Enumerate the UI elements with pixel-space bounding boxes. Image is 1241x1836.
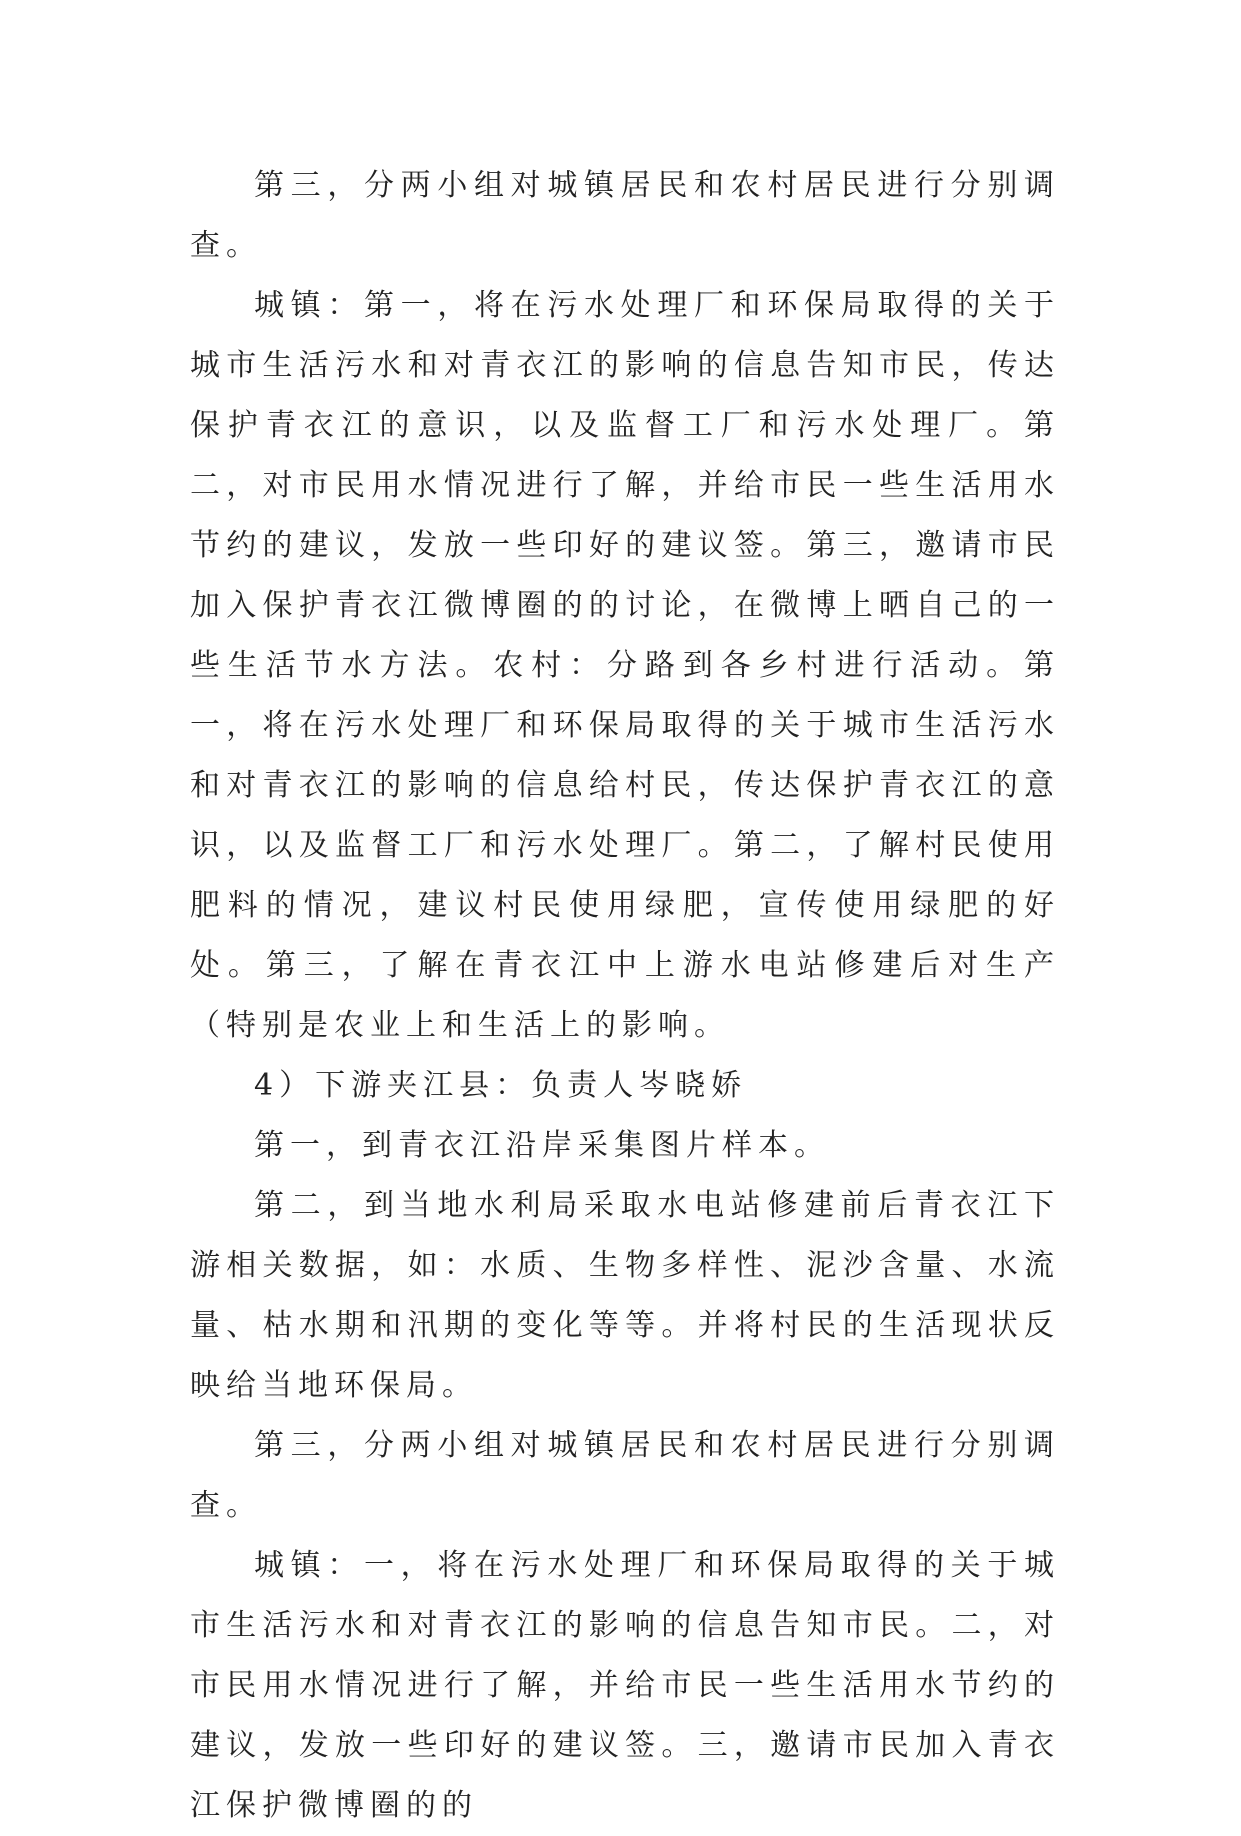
paragraph-step-three: 第三，分两小组对城镇居民和农村居民进行分别调查。 <box>190 1428 1060 1523</box>
paragraph-city-rural-details: 城镇：第一，将在污水处理厂和环保局取得的关于城市生活污水和对青衣江的影响的信息告知市民，传达保护青衣江的意识，以及监督工厂和污水处理厂。第二，对市民用水情况进行了解，并给市民一些生活用水节约的建议，发放一些印好的建议签。第三，邀请市民加入保护青衣江微博圈的的讨论，在微博上晒自己的一些生活节水方法。农村：分路到各乡村进行活动。第一，将在污水处理厂和环保局取得的关于城市生活污水和对青衣江的影响的信息给村民，传达保护青衣江的意识，以及监督工厂和污水处理厂。第二，了解村民使用肥料的情况，建议村民使用绿肥，宣传使用绿肥的好处。第三，了解在青衣江中上游水电站修建后对生产（特别是农业上和生活上的影响。 <box>190 288 1060 1043</box>
paragraph-step-one: 第一，到青衣江沿岸采集图片样本。 <box>254 1128 830 1163</box>
paragraph-step-two: 第二，到当地水利局采取水电站修建前后青衣江下游相关数据，如：水质、生物多样性、泥沙含量、水流量、枯水期和汛期的变化等等。并将村民的生活现状反映给当地环保局。 <box>190 1188 1060 1403</box>
document-body <box>190 156 1060 1836</box>
paragraph-city-rural-survey: 第三，分两小组对城镇居民和农村居民进行分别调查。 <box>190 168 1060 263</box>
paragraph-section-jiajiang: 4）下游夹江县：负责人岑晓娇 <box>254 1068 748 1103</box>
paragraph-city-details: 城镇：一，将在污水处理厂和环保局取得的关于城市生活污水和对青衣江的影响的信息告知市民。二，对市民用水情况进行了解，并给市民一些生活用水节约的建议，发放一些印好的建议签。三，邀请市民加入青衣江保护微博圈的的 <box>190 1548 1060 1823</box>
